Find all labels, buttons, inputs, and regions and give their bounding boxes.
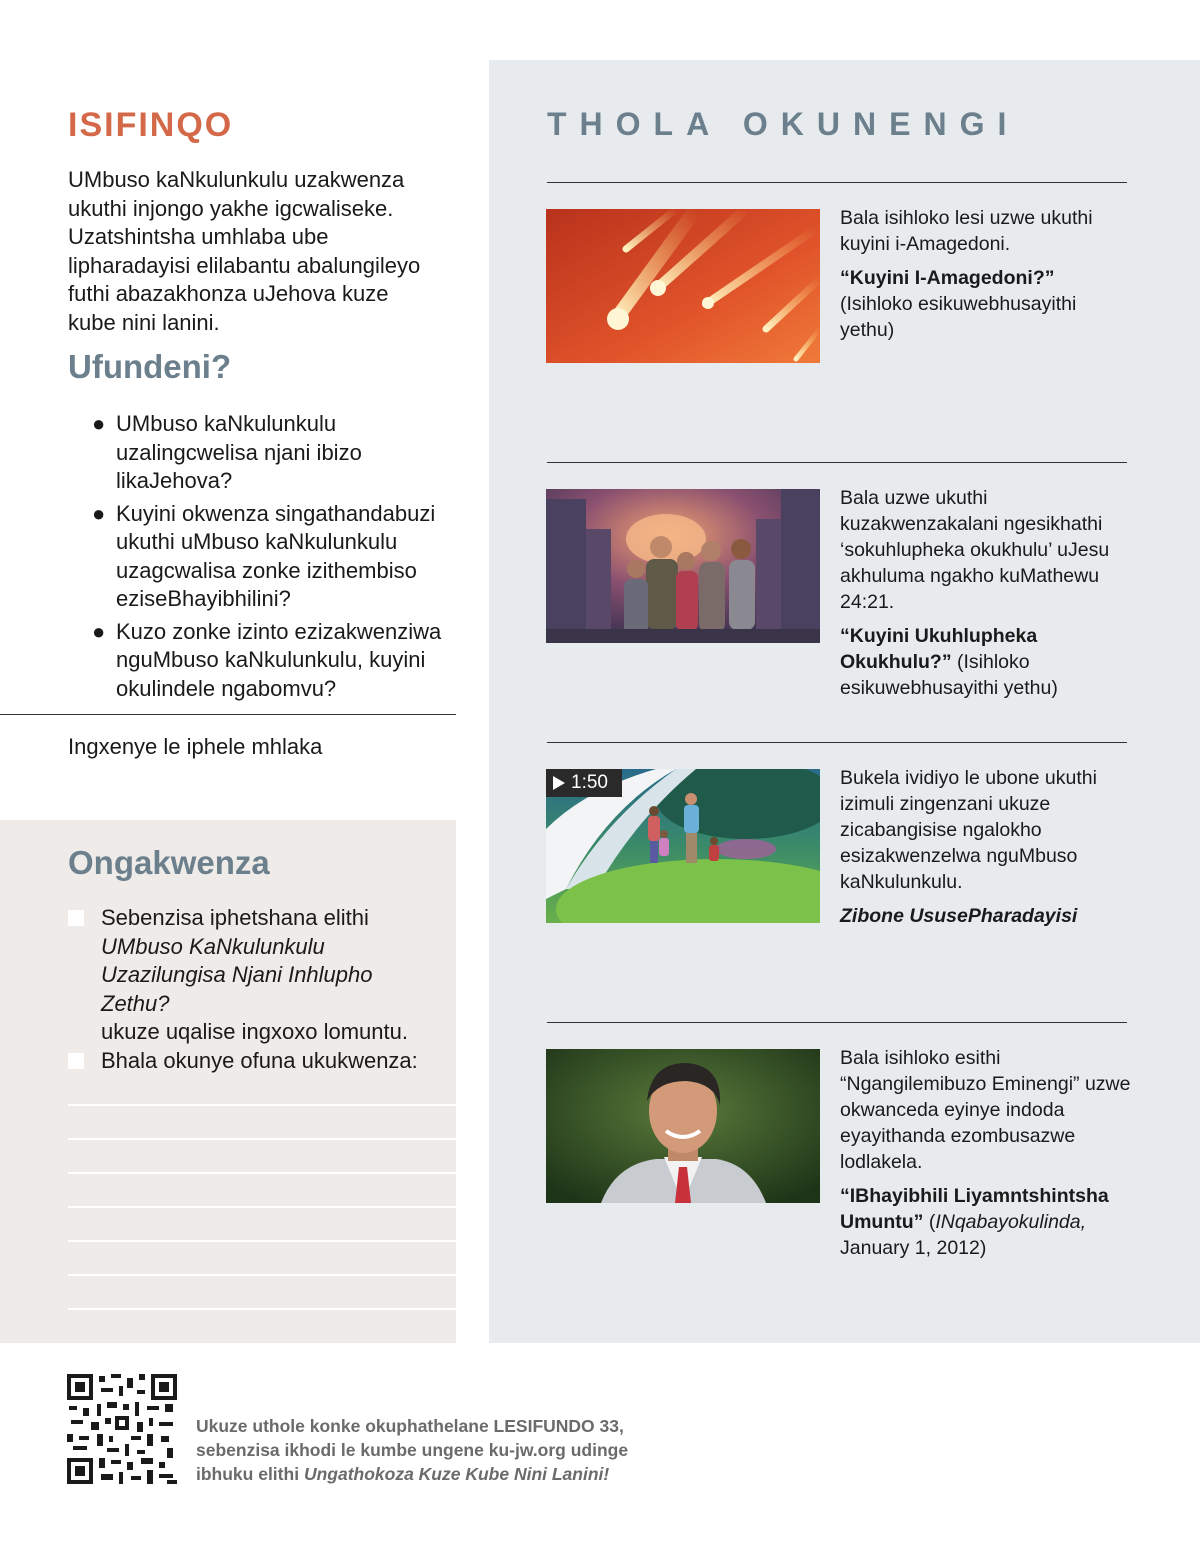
writing-line[interactable] [68, 1274, 456, 1276]
divider [0, 714, 456, 715]
divider [547, 182, 1127, 183]
bullet-icon: ● [92, 500, 106, 526]
try-item-2[interactable] [68, 1047, 438, 1076]
resource-title[interactable]: Zibone UsusePharadayisi [840, 905, 1078, 927]
paradise-video-thumbnail[interactable] [546, 769, 820, 923]
try-item-1[interactable] [68, 904, 438, 1047]
review-question: ● Kuzo zonke izinto ezizakwenziwa nguMbuso kaNkulunkulu, kuyini okulindele ngabomvu? [92, 618, 442, 701]
video-duration-badge: 1:50 [546, 769, 622, 797]
review-question: ● UMbuso kaNkulunkulu uzalingcwelisa njani ibizo likaJehova? [92, 411, 362, 493]
resource-article [840, 485, 1132, 701]
summary-text: UMbuso kaNkulunkulu uzakwenza ukuthi injongo yakhe igcwaliseke. Uzatshintsha umhlaba ube lipharadayisi elilabantu abalungileyo futhi abazakhonza uJehova kuze kube nini lanini. [68, 167, 421, 335]
divider [547, 462, 1127, 463]
family-illustration [546, 489, 820, 643]
meteor-illustration [546, 209, 820, 363]
review-questions [92, 410, 457, 707]
writing-line[interactable] [68, 1104, 456, 1106]
checkbox[interactable] [68, 910, 84, 926]
divider [547, 1022, 1127, 1023]
try-item-text: ukuze uqalise ingxoxo lomuntu. [101, 1019, 408, 1044]
resource-title[interactable]: “Kuyini I-Amagedoni?” (Isihloko esikuwebhusayithi yethu) [840, 267, 1077, 341]
completion-note: Ingxenye le iphele mhlaka [68, 734, 323, 759]
checkbox[interactable] [68, 1053, 84, 1069]
tract-title: UMbuso KaNkulunkulu Uzazilungisa Njani Inhlupho Zethu? [101, 933, 373, 1016]
family-image[interactable] [546, 489, 820, 643]
find-more-heading: THOLA OKUNENGI [547, 106, 1020, 142]
resource-description: Bala isihloko esithi “Ngangilemibuzo Eminengi” uzwe okwanceda eyinye indoda eyayithanda ezombusazwe lodlakela. [840, 1047, 1131, 1173]
book-title: Ungathokoza Kuze Kube Nini Lanini! [303, 1464, 610, 1484]
try-this-panel [0, 820, 456, 1343]
man-portrait-image[interactable] [546, 1049, 820, 1203]
review-question: ● Kuyini okwenza singathandabuzi ukuthi uMbuso kaNkulunkulu uzagcwalisa zonke izithembiso eziseBhayibhilini? [92, 500, 436, 611]
writing-line[interactable] [68, 1206, 456, 1208]
play-icon [553, 776, 565, 790]
resource-description: Bala uzwe ukuthi kuzakwenzakalani ngesikhathi ‘sokuhlupheka okukhulu’ uJesu akhuluma ngakho kuMathewu 24:21. [840, 487, 1110, 613]
try-item-text: Sebenzisa iphetshana elithi [101, 905, 369, 930]
bullet-icon: ● [92, 618, 106, 644]
meteor-image[interactable] [546, 209, 820, 363]
resource-description: Bala isihloko lesi uzwe ukuthi kuyini i-Amagedoni. [840, 207, 1093, 255]
writing-line[interactable] [68, 1172, 456, 1174]
bullet-icon: ● [92, 411, 106, 436]
summary-heading: ISIFINQO [68, 106, 234, 144]
footer-note: Ukuze uthole konke okuphathelane LESIFUNDO 33, sebenzisa ikhodi le kumbe ungene ku-jw.org udinge ibhuku elithi Ungathokoza Kuze Kube Nini Lanini! [196, 1416, 629, 1484]
try-this-heading: Ongakwenza [68, 844, 270, 881]
try-item-text: Bhala okunye ofuna ukukwenza: [101, 1048, 418, 1073]
writing-line[interactable] [68, 1240, 456, 1242]
resource-article [840, 205, 1132, 343]
resource-title[interactable]: “Kuyini Ukuhlupheka Okukhulu?” (Isihloko esikuwebhusayithi yethu) [840, 625, 1058, 699]
divider [547, 742, 1127, 743]
resource-article [840, 1045, 1132, 1261]
resource-title[interactable]: “IBhayibhili Liyamntshintsha Umuntu” (INqabayokulinda, January 1, 2012) [840, 1185, 1109, 1259]
resource-video [840, 765, 1132, 929]
qr-code-icon[interactable] [67, 1374, 177, 1484]
portrait-illustration [546, 1049, 820, 1203]
writing-line[interactable] [68, 1138, 456, 1140]
writing-line[interactable] [68, 1308, 456, 1310]
resource-description: Bukela ividiyo le ubone ukuthi izimuli zingenzani ukuze zicabangisise ngalokho esizakwenzelwa nguMbuso kaNkulunkulu. [840, 767, 1097, 893]
review-heading: Ufundeni? [68, 348, 232, 385]
